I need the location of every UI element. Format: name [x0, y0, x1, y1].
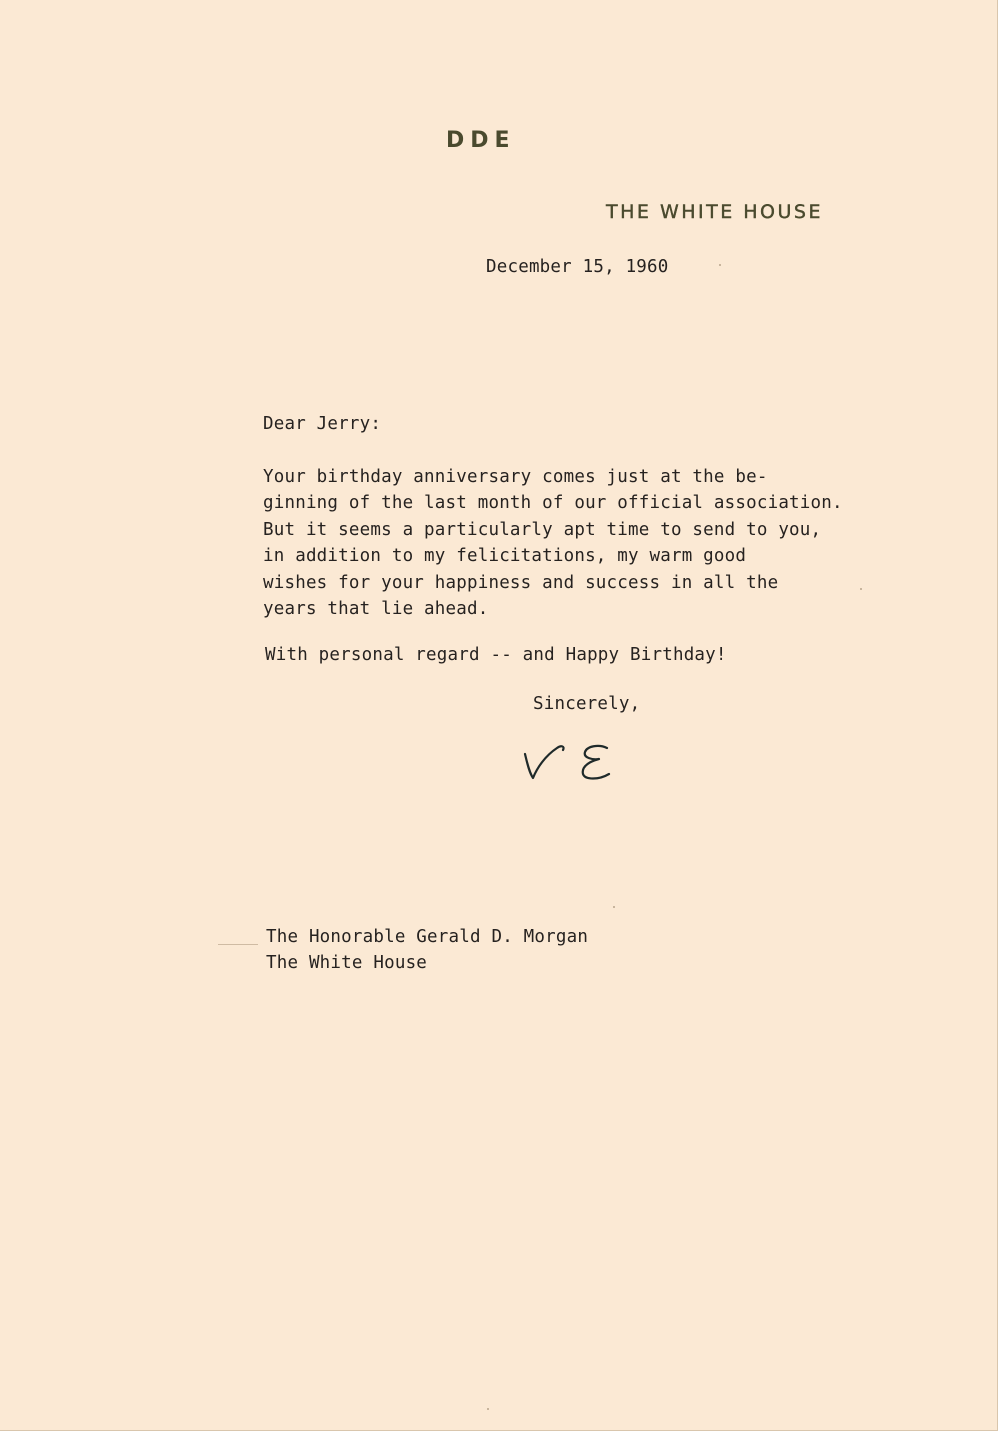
salutation: Dear Jerry:	[263, 414, 382, 434]
complimentary-close: Sincerely,	[533, 694, 641, 714]
handwritten-signature	[515, 738, 625, 786]
letter-date: December 15, 1960	[486, 257, 669, 277]
body-line: But it seems a particularly apt time to send to you,	[263, 519, 822, 540]
body-paragraph	[263, 464, 843, 622]
recipient-name: The Honorable Gerald D. Morgan	[266, 927, 589, 947]
paper-speck	[860, 588, 862, 590]
closing-line: With personal regard -- and Happy Birthday!	[265, 645, 727, 665]
paper-speck	[613, 906, 615, 908]
recipient-address: The White House	[266, 953, 428, 973]
body-line: in addition to my felicitations, my warm good	[263, 546, 747, 567]
body-line: ginning of the last month of our official association.	[263, 493, 843, 514]
paper-speck	[487, 1408, 489, 1410]
body-line: wishes for your happiness and success in all the	[263, 572, 779, 593]
body-line: years that lie ahead.	[263, 599, 489, 620]
fold-mark	[218, 944, 258, 945]
letterhead-monogram: DDE	[446, 128, 516, 153]
letterhead-office: THE WHITE HOUSE	[606, 201, 823, 223]
paper-speck	[719, 264, 721, 266]
body-line: Your birthday anniversary comes just at the be-	[263, 467, 768, 487]
